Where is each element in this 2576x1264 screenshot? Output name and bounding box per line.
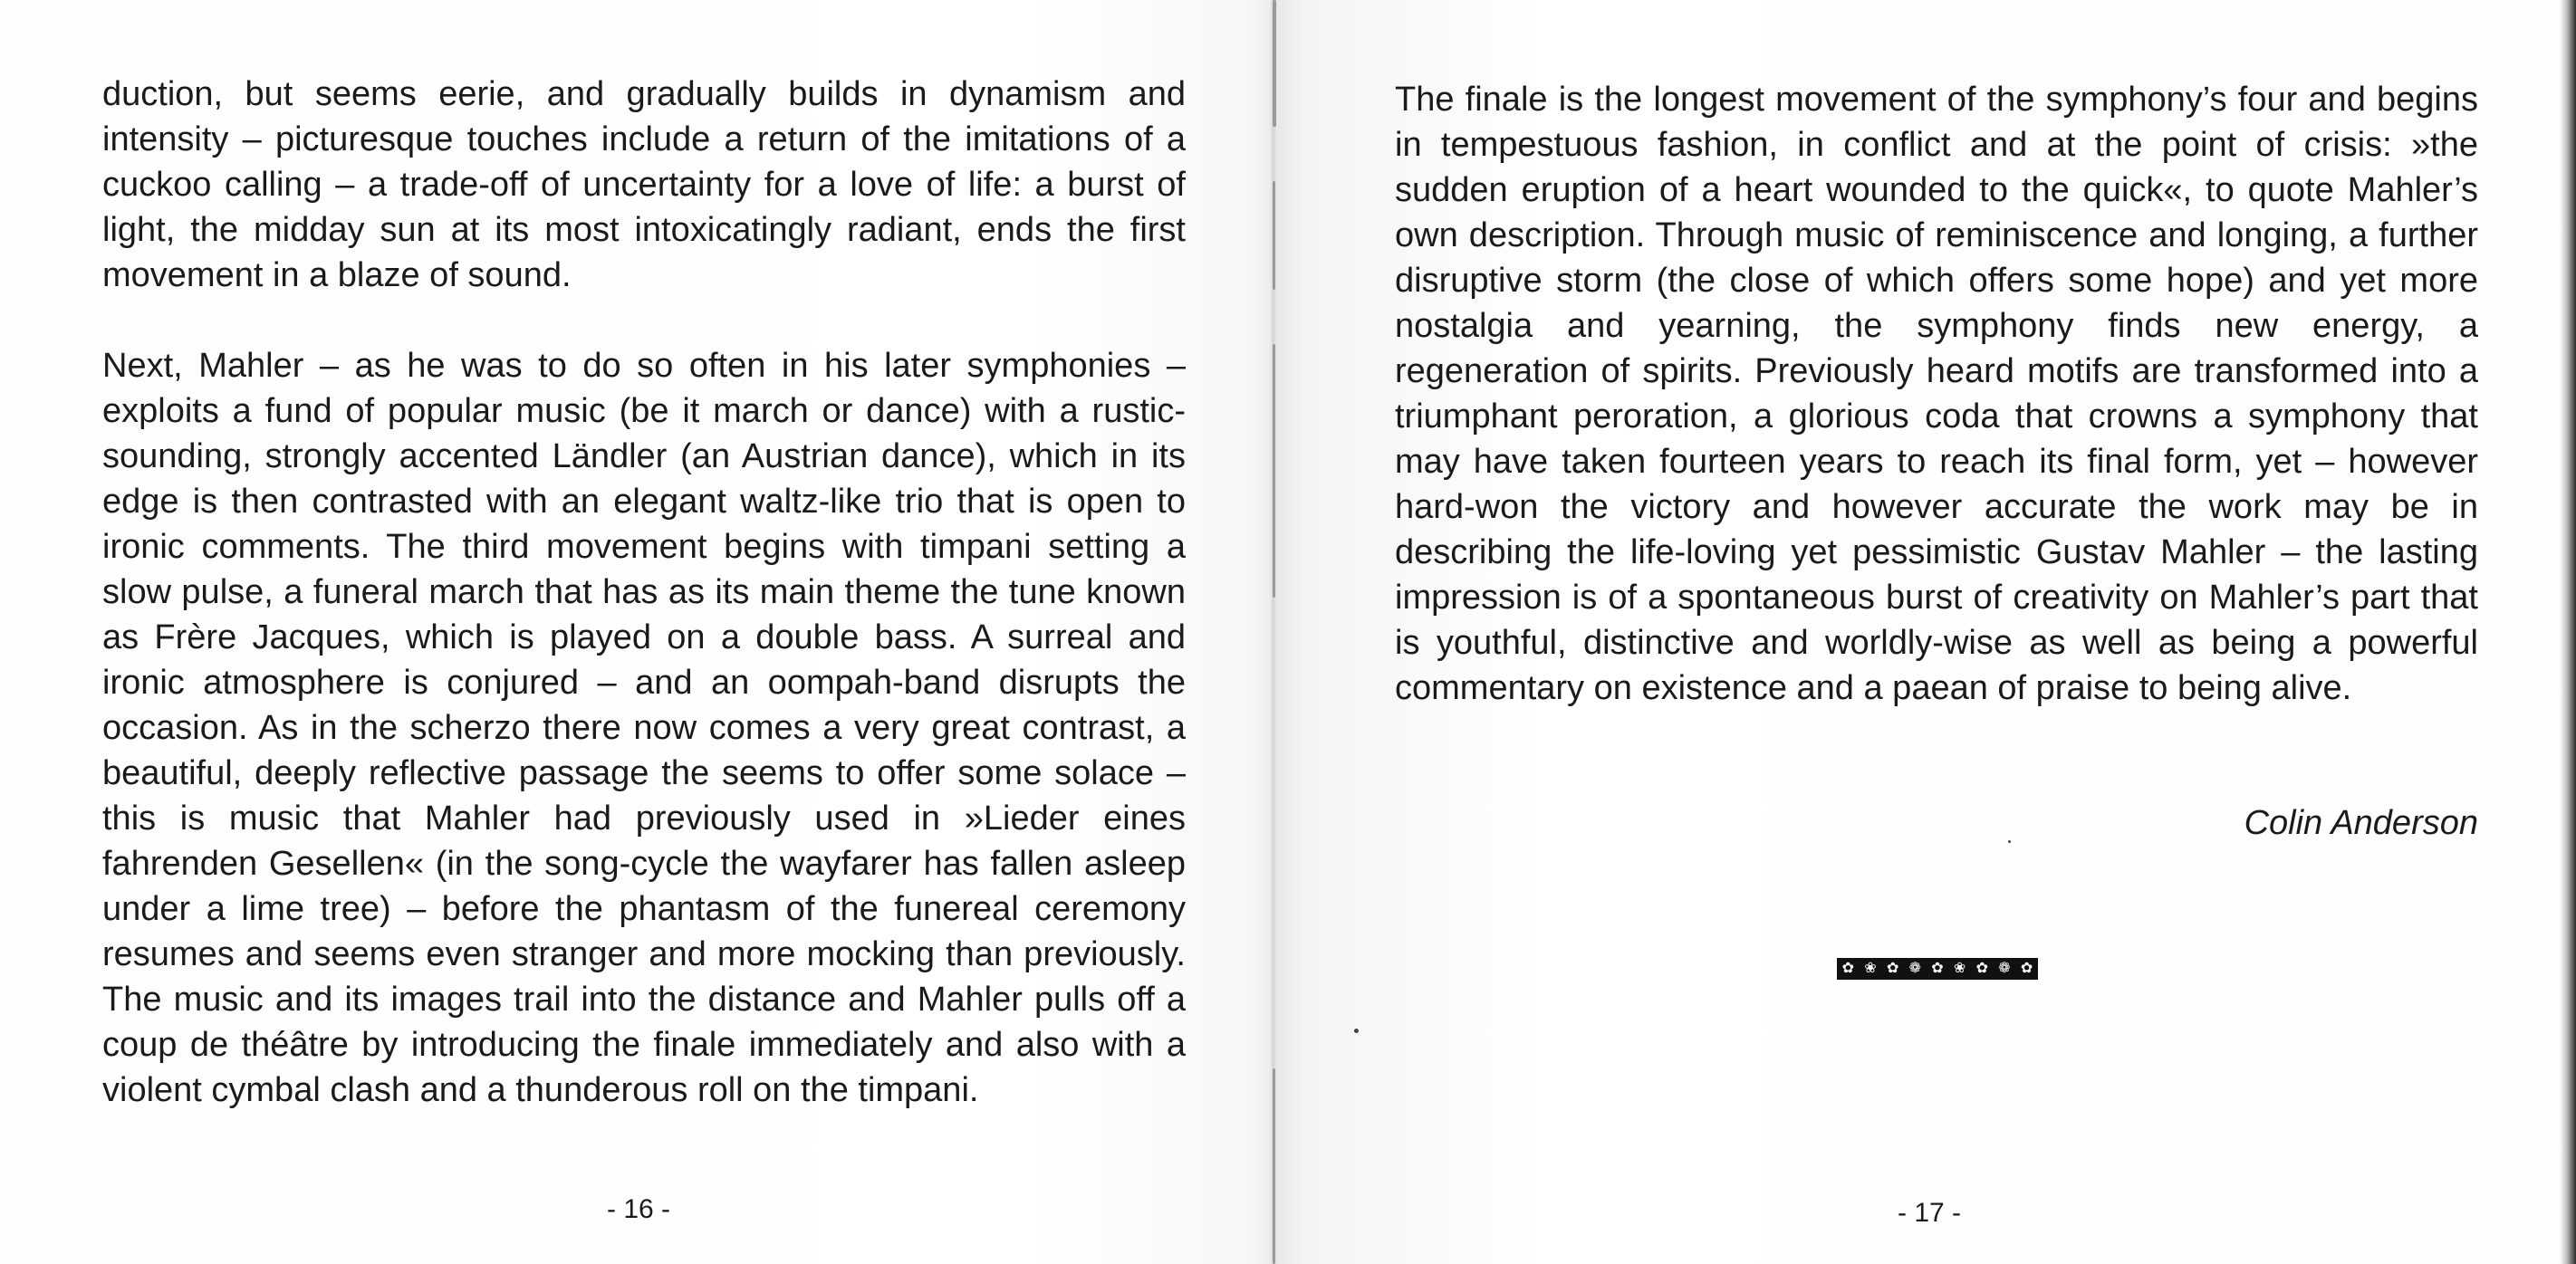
paragraph: Next, Mahler – as he was to do so often in his later symphonies – exploits a fund of popular music (be it march or dance) with a rustic-sounding, strongly accented Ländler (an Austrian dance), which in its edge is then contrasted with an elegant waltz-like trio that is open to ironic comments. The third movement begins with timpani setting a slow pulse, a funeral march that has as its main theme the tune known as Frère Jacques, which is played on a double bass. A surreal and ironic atmosphere is conjured – and an oompah-band disrupts the occasion. As in the scherzo there now comes a very great contrast, a beautiful, deeply reflective passage the seems to offer some solace – this is music that Mahler had previously used in »Lieder eines fahrenden Gesellen« (in the song-cycle the wayfarer has fallen asleep under a lime tree) – before the phantasm of the funereal ceremony resumes and seems even stranger and more mocking than previously. The music and its images trail into the distance and Mahler pulls off a coup de théâtre by introducing the finale immediately and also with a violent cymbal clash and a thunderous roll on the timpani. <box>102 347 1186 1109</box>
left-page <box>0 0 1270 1264</box>
fold-shadow <box>1273 0 1276 127</box>
right-page <box>1277 0 2560 1264</box>
print-speck <box>2008 840 2011 843</box>
page-number: - 16 - <box>607 1194 671 1224</box>
booklet-edge <box>2560 0 2576 1264</box>
fold-shadow <box>1273 1068 1275 1264</box>
fold-shadow <box>1273 344 1275 598</box>
decorative-ornament-icon: ✿ ❀ ✿ ❁ ✿ ❀ ✿ ❁ ✿ <box>1837 958 2038 980</box>
paragraph: duction, but seems eerie, and gradually builds in dynamism and intensity – picturesque touches include a return of the imitations of a cuckoo calling – a trade-off of uncertainty for a love of life: a burst of light, the midday sun at its most intoxicatingly radiant, ends the first movement in a blaze of sound. <box>102 75 1186 294</box>
fold-shadow <box>1273 181 1275 290</box>
left-text-column <box>102 72 1186 1113</box>
author-signature: Colin Anderson <box>2244 804 2478 842</box>
paragraph: The finale is the longest movement of the symphony’s four and begins in tempestuous fashion, in conflict and at the point of crisis: »the sudden eruption of a heart wounded to the quick«, to quote Mahler’s own description. Through music of reminiscence and longing, a further disruptive storm (the close of which offers some hope) and yet more nostalgia and yearning, the symphony finds new energy, a regeneration of spirits. Previously heard motifs are transformed into a triumphant peroration, a glorious coda that crowns a symphony that may have taken fourteen years to reach its final form, yet – however hard-won the victory and however accurate the work may be in describing the life-loving yet pessimistic Gustav Mahler – the lasting impression is of a spontaneous burst of creativity on Mahler’s part that is youthful, distinctive and worldly-wise as well as being a powerful commentary on existence and a paean of praise to being alive. <box>1395 81 2478 707</box>
page-number: - 17 - <box>1898 1198 1962 1228</box>
right-text-column <box>1395 77 2478 711</box>
print-speck <box>1354 1029 1359 1033</box>
